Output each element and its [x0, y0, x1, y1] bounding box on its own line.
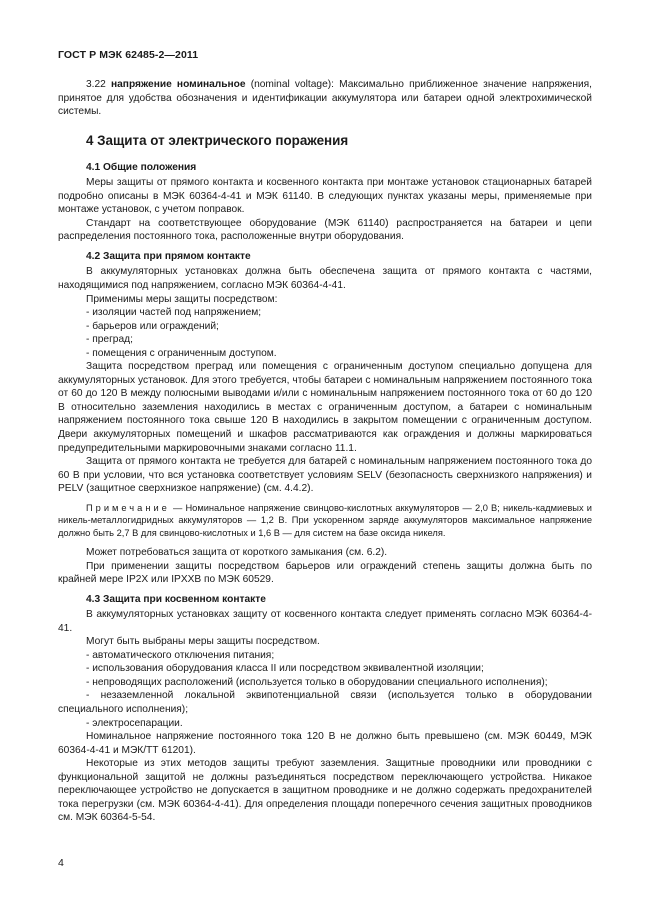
definition-term: напряжение номинальное [110, 79, 246, 90]
paragraph-4-1-1: Меры защиты от прямого контакта и косвенного контакта при монтаже установок стационарных батарей подробно описаны в МЭК 60364-4-41 и МЭК 61140. В следующих пунктах указаны меры, применяемые при монтаже установок, с учетом поправок. [58, 177, 592, 216]
list-item: - использования оборудования класса II или посредством эквивалентной изоляции; [86, 663, 484, 675]
paragraph-4-1-2: Стандарт на соответствующее оборудование (МЭК 61140) распространяется на батареи и цепи распределения постоянного тока, расположенные внутри оборудования. [58, 217, 592, 243]
document-header: ГОСТ Р МЭК 62485-2—2011 [58, 49, 199, 61]
note-text: — Номинальное напряжение свинцово-кислотных аккумуляторов — 2,0 В; никель-кадмиевых и никель-металлогидридных аккумуляторов — 1,2 В. При ускоренном заряде аккумуляторов максимальное напряжение должно быть 2,7 В для свинцово-кислотных и 1,6 В — для систем на базе оксида никеля. [58, 502, 592, 538]
paragraph-4-2-6: При применении защиты посредством барьеров или ограждений степень защиты должна быть по крайней мере IP2X или IPXXB по МЭК 60529. [58, 560, 592, 586]
definition-3-22 [58, 78, 592, 119]
list-item: - автоматического отключения питания; [86, 649, 275, 661]
list-item: - незаземленной локальной эквипотенциальной связи (используется только в оборудовании специального исполнения); [58, 690, 592, 715]
note [58, 502, 592, 539]
subsection-4-1-heading: 4.1 Общие положения [86, 161, 197, 173]
list-item: - помещения с ограниченным доступом. [86, 347, 277, 359]
subsection-4-3-heading: 4.3 Защита при косвенном контакте [86, 593, 266, 605]
list-item: - преград; [86, 334, 133, 346]
paragraph-4-3-1: В аккумуляторных установках защиту от косвенного контакта следует применять согласно МЭК 60364-4-41. [58, 609, 592, 634]
paragraph-4-3-3: Номинальное напряжение постоянного тока 120 В не должно быть превышено (см. МЭК 60449, МЭК 60364-4-41 и МЭК/ТТ 61201). [58, 731, 592, 756]
paragraph-4-2-5: Может потребоваться защита от короткого замыкания (см. 6.2). [86, 546, 388, 558]
paragraph-4-2-1: В аккумуляторных установках должна быть обеспечена защита от прямого контакта с частями, находящимися под напряжением, согласно МЭК 60364-4-41. [58, 266, 592, 292]
subsection-4-2-heading: 4.2 Защита при прямом контакте [86, 250, 251, 262]
list-item: - электросепарации. [86, 717, 183, 729]
paragraph-4-3-2: Могут быть выбраны меры защиты посредством. [86, 636, 320, 648]
definition-number: 3.22 [86, 79, 106, 90]
list-item: - непроводящих расположений (используется только в оборудовании специального исполнения); [86, 676, 548, 688]
paragraph-4-2-3: Защита посредством преград или помещения с ограниченным доступом специально допущена для аккумуляторных установок. Для этого требуется, чтобы батареи с номинальным напряжением постоянного тока от 60 до 120 В между полюсными выводами и/или с номинальным напряжением постоянного тока от 60 до 120 В относительно заземления находились в местах с ограниченным доступом, а батареи с номинальным напряжением постоянного тока свыше 120 В находились в закрытом помещении с ограниченным доступом. Двери аккумуляторных помещений и шкафов рассматриваются как ограждения и должны маркироваться предупредительными маркировочными знаками согласно 11.1. [58, 361, 592, 454]
note-label: Примечание [86, 502, 170, 513]
paragraph-4-3-4: Некоторые из этих методов защиты требуют заземления. Защитные проводники или проводники с функциональной защитой не должны разъединяться посредством переключающего устройства. Никакое переключающее устройство не допускается в защитном проводнике и не должно содержать предохранителей тока перегрузки (см. МЭК 60364-4-41). Для определения площади поперечного сечения защитных проводников см. МЭК 60364-5-54. [58, 758, 592, 824]
paragraph-4-2-2: Применимы меры защиты посредством: [86, 293, 278, 305]
section-4-heading: 4 Защита от электрического поражения [86, 132, 349, 148]
paragraph-4-2-4: Защита от прямого контакта не требуется для батарей с номинальным напряжением постоянного тока до 60 В при условии, что вся установка соответствует условиям SELV (безопасность сверхнизкого напряжения) и PELV (защитное сверхнизкое напряжение) (см. 4.4.2). [58, 456, 592, 495]
list-item: - барьеров или ограждений; [86, 320, 219, 332]
page-number: 4 [58, 857, 64, 869]
list-item: - изоляции частей под напряжением; [86, 307, 262, 319]
definition-text: (nominal voltage): Максимально приближенное значение напряжения, принятое для удобства обозначения и идентификации аккумулятора или батареи одной электрохимической системы. [58, 79, 592, 118]
document-body [58, 78, 592, 825]
